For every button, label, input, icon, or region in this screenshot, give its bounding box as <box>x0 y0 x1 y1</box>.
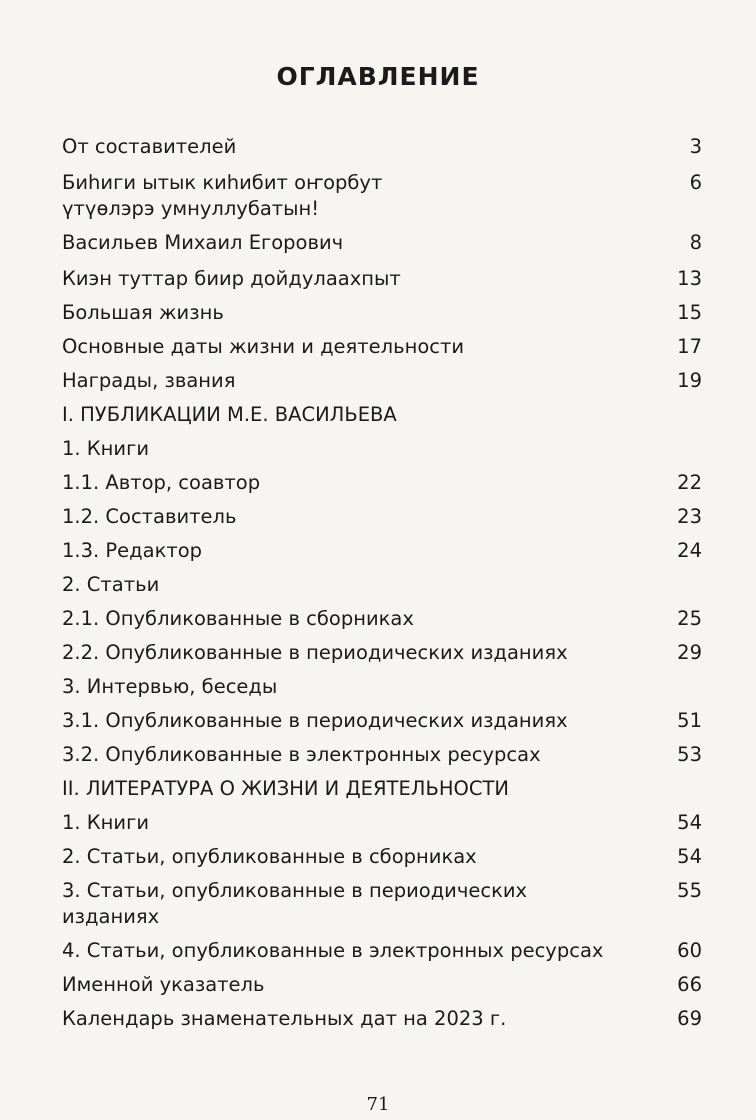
toc-entry-title: 2. Статьи <box>62 573 160 596</box>
toc-entry-title: Основные даты жизни и деятельности <box>62 335 465 358</box>
toc-entry-title: 4. Статьи, опубликованные в электронных ресурсах <box>62 939 604 962</box>
toc-entry-page: 8 <box>689 231 702 254</box>
toc-entry-title: 1.3. Редактор <box>62 539 203 562</box>
toc-entry <box>62 538 702 564</box>
toc-entry-title: Васильев Михаил Егорович <box>62 231 344 254</box>
toc-entry-title: Большая жизнь <box>62 301 224 324</box>
toc-entry <box>62 134 702 160</box>
page-title: ОГЛАВЛЕНИЕ <box>276 62 480 91</box>
toc-entry <box>62 844 702 870</box>
toc-entry-title: Киэн туттар биир дойдулаахпыт <box>62 267 401 290</box>
toc-entry <box>62 742 702 768</box>
toc-entry <box>62 810 702 836</box>
toc-entry <box>62 230 702 256</box>
toc-entry <box>62 470 702 496</box>
toc-entry <box>62 170 702 222</box>
toc-entry-page: 19 <box>677 369 702 392</box>
toc-entry <box>62 878 702 930</box>
toc-entry-page: 51 <box>677 709 702 732</box>
toc-entry-page: 25 <box>677 607 702 630</box>
toc-entry <box>62 334 702 360</box>
toc-entry <box>62 504 702 530</box>
toc-entry <box>62 606 702 632</box>
toc-entry-title: II. ЛИТЕРАТУРА О ЖИЗНИ И ДЕЯТЕЛЬНОСТИ <box>62 777 509 800</box>
toc-entry-title: 3. Интервью, беседы <box>62 675 278 698</box>
toc-entry <box>62 776 702 802</box>
toc-entry-page: 60 <box>677 939 702 962</box>
toc-entry-page: 6 <box>689 171 702 194</box>
toc-entry-page: 15 <box>677 301 702 324</box>
toc-entry-title: Награды, звания <box>62 369 236 392</box>
toc-entry-page: 55 <box>677 879 702 902</box>
toc-entry-title: 1. Книги <box>62 437 149 460</box>
toc-entry <box>62 266 702 292</box>
toc-entry-page: 54 <box>677 845 702 868</box>
toc-entry-page: 3 <box>689 135 702 158</box>
toc-entry-title: 1.2. Составитель <box>62 505 237 528</box>
toc-entry <box>62 300 702 326</box>
toc-entry-page: 53 <box>677 743 702 766</box>
toc-entry <box>62 972 702 998</box>
toc-entry-page: 66 <box>677 973 702 996</box>
toc-entry-title: 2. Статьи, опубликованные в сборниках <box>62 845 477 868</box>
toc-entry <box>62 1006 702 1032</box>
toc-entry <box>62 640 702 666</box>
toc-entry-page: 17 <box>677 335 702 358</box>
toc-entry <box>62 938 702 964</box>
toc-entry-page: 22 <box>677 471 702 494</box>
page-number: 71 <box>366 1094 390 1115</box>
toc-entry-page: 13 <box>677 267 702 290</box>
toc-entry-title: 3. Статьи, опубликованные в периодических изданиях <box>62 879 528 928</box>
toc-entry-title: 2.1. Опубликованные в сборниках <box>62 607 414 630</box>
toc-entry-title: 2.2. Опубликованные в периодических изданиях <box>62 641 568 664</box>
toc-entry-title: Биһиги ытык киһибит оҥорбут үтүөлэрэ умнуллубатын! <box>62 171 383 220</box>
toc-entry <box>62 708 702 734</box>
table-of-contents <box>62 134 702 1032</box>
toc-entry-page: 24 <box>677 539 702 562</box>
toc-entry <box>62 436 702 462</box>
toc-entry-title: 1. Книги <box>62 811 149 834</box>
toc-entry-title: От составителей <box>62 135 237 158</box>
toc-entry-page: 29 <box>677 641 702 664</box>
toc-entry <box>62 674 702 700</box>
toc-entry-title: Именной указатель <box>62 973 265 996</box>
toc-entry-title: I. ПУБЛИКАЦИИ М.Е. ВАСИЛЬЕВА <box>62 403 397 426</box>
toc-entry-page: 69 <box>677 1007 702 1030</box>
toc-entry <box>62 572 702 598</box>
toc-entry-page: 54 <box>677 811 702 834</box>
toc-entry-title: 3.1. Опубликованные в периодических изданиях <box>62 709 568 732</box>
toc-entry-title: 1.1. Автор, соавтор <box>62 471 261 494</box>
toc-entry-title: Календарь знаменательных дат на 2023 г. <box>62 1007 507 1030</box>
toc-entry <box>62 402 702 428</box>
toc-entry-title: 3.2. Опубликованные в электронных ресурсах <box>62 743 541 766</box>
toc-entry <box>62 368 702 394</box>
toc-entry-page: 23 <box>677 505 702 528</box>
